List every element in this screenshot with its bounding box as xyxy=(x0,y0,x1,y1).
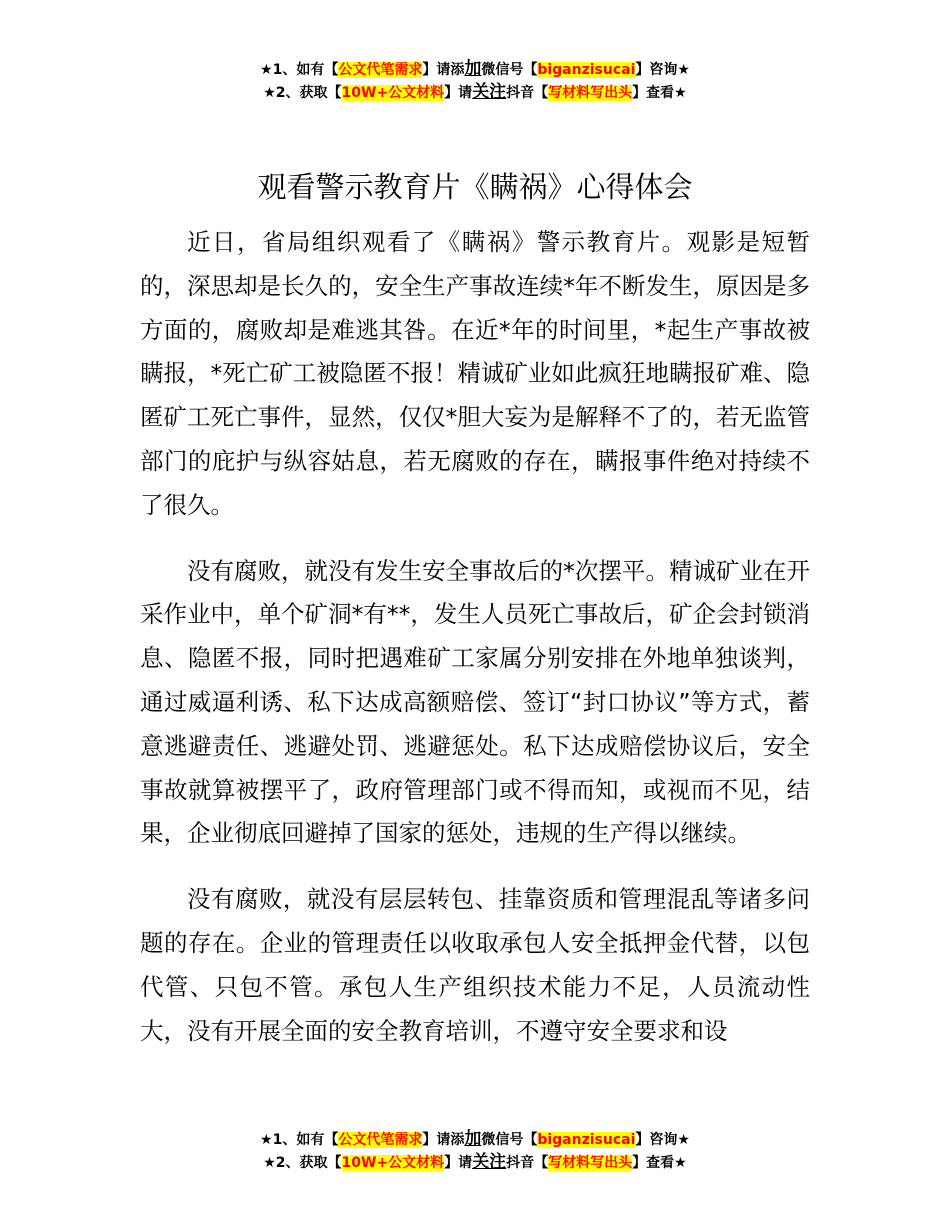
promo-text: 】查看★ xyxy=(632,1155,687,1171)
promo-line-2 xyxy=(0,81,950,104)
promo-wechat-id: biganzisucai xyxy=(537,1132,636,1148)
promo-text: 抖音【 xyxy=(506,85,549,101)
promo-wechat-id: biganzisucai xyxy=(537,62,636,78)
promo-emphasis: 加 xyxy=(464,59,482,79)
promo-text: 】咨询★ xyxy=(635,1132,690,1148)
promo-highlight: 10W+公文材料 xyxy=(341,85,445,101)
promo-text: 微信号【 xyxy=(481,62,538,78)
promo-text: 】咨询★ xyxy=(635,62,690,78)
promo-text: 】查看★ xyxy=(632,85,687,101)
document-title: 观看警示教育片《瞒祸》心得体会 xyxy=(257,170,693,204)
promo-text: ★1、如有【 xyxy=(260,62,339,78)
body-paragraph-3: 没有腐败，就没有层层转包、挂靠资质和管理混乱等诸多问题的存在。企业的管理责任以收取承包人安全抵押金代替，以包代管、只包不管。承包人生产组织技术能力不足，人员流动性大，没有开展全面的安全教育培训，不遵守安全要求和设 xyxy=(140,885,810,1045)
promo-text: ★2、获取【 xyxy=(263,1155,342,1171)
promo-highlight: 10W+公文材料 xyxy=(341,1155,445,1171)
document-body xyxy=(140,221,810,1075)
header-promo-banner xyxy=(0,58,950,104)
promo-douyin-id: 写材料写出头 xyxy=(548,85,633,101)
promo-emphasis: 关注 xyxy=(472,82,507,102)
promo-line-1 xyxy=(0,1128,950,1151)
promo-douyin-id: 写材料写出头 xyxy=(548,1155,633,1171)
body-paragraph-1: 近日，省局组织观看了《瞒祸》警示教育片。观影是短暂的，深思却是长久的，安全生产事故连续*年不断发生，原因是多方面的，腐败却是难逃其咎。在近*年的时间里，*起生产事故被瞒报，*死亡矿工被隐匿不报！精诚矿业如此疯狂地瞒报矿难、隐匿矿工死亡事件，显然，仅仅*胆大妄为是解释不了的，若无监管部门的庇护与纵容姑息，若无腐败的存在，瞒报事件绝对持续不了很久。 xyxy=(140,228,810,519)
promo-text: 】请 xyxy=(444,85,473,101)
promo-emphasis: 加 xyxy=(464,1129,482,1149)
promo-text: ★2、获取【 xyxy=(263,85,342,101)
body-paragraph-2: 没有腐败，就没有发生安全事故后的*次摆平。精诚矿业在开采作业中，单个矿洞*有**，发生人员死亡事故后，矿企会封锁消息、隐匿不报，同时把遇难矿工家属分别安排在外地单独谈判，通过威逼利诱、私下达成高额赔偿、签订“封口协议”等方式，蓄意逃避责任、逃避处罚、逃避惩处。私下达成赔偿协议后，安全事故就算被摆平了，政府管理部门或不得而知，或视而不见，结果，企业彻底回避掉了国家的惩处，违规的生产得以继续。 xyxy=(140,556,810,848)
promo-text: 抖音【 xyxy=(506,1155,549,1171)
footer-promo-banner xyxy=(0,1128,950,1174)
promo-text: ★1、如有【 xyxy=(260,1132,339,1148)
promo-text: 】请添 xyxy=(422,1132,465,1148)
promo-line-1 xyxy=(0,58,950,81)
promo-text: 】请 xyxy=(444,1155,473,1171)
promo-highlight: 公文代笔需求 xyxy=(338,62,423,78)
promo-line-2 xyxy=(0,1151,950,1174)
promo-highlight: 公文代笔需求 xyxy=(338,1132,423,1148)
promo-text: 】请添 xyxy=(422,62,465,78)
promo-text: 微信号【 xyxy=(481,1132,538,1148)
promo-emphasis: 关注 xyxy=(472,1152,507,1172)
